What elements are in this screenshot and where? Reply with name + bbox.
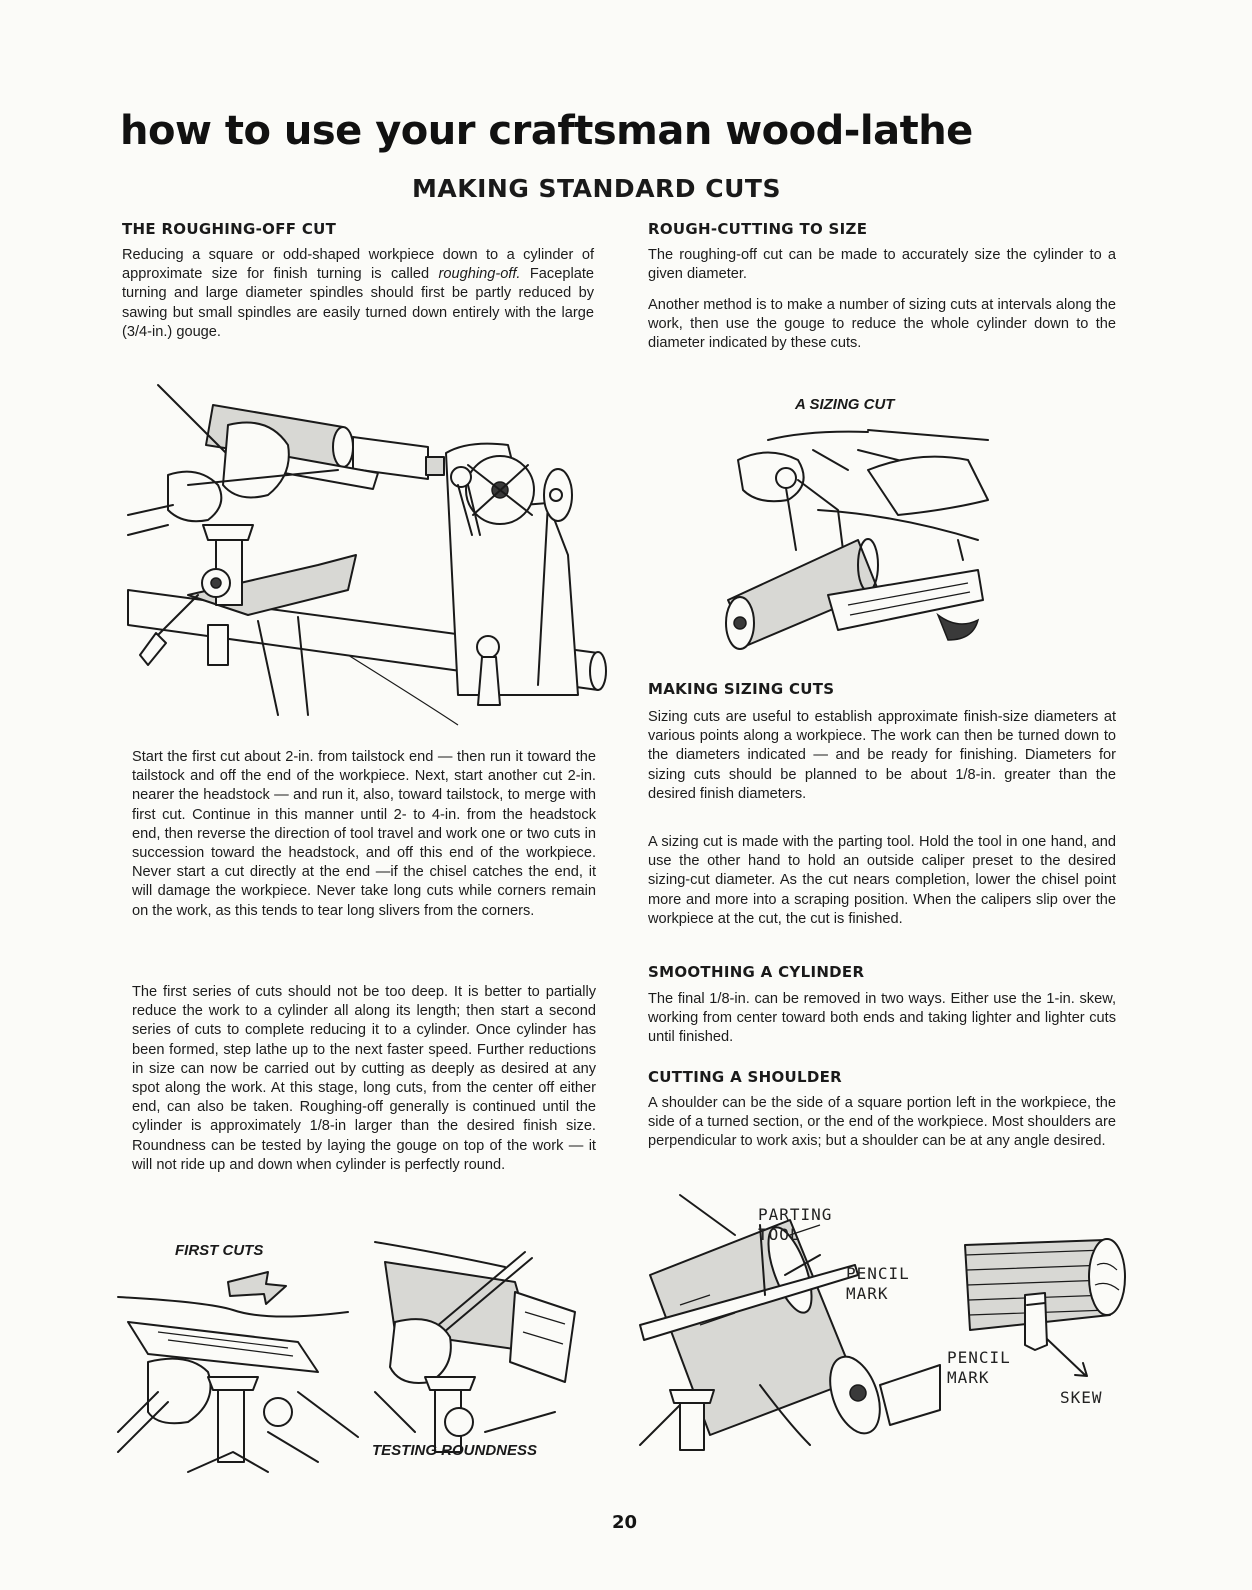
- skew-label: SKEW: [1060, 1388, 1103, 1407]
- smoothing-heading: SMOOTHING A CYLINDER: [648, 963, 865, 981]
- pencil-mark-label-1: PENCIL MARK: [846, 1264, 910, 1303]
- sizing-cut-illustration: [718, 420, 994, 660]
- roughing-off-paragraph-3: The first series of cuts should not be too deep. It is better to partially reduce the work to a cylinder all along its length; then start a second series of cuts to complete reducing it to a cylinder. Once cylinder has been formed, step lathe up to the next faster speed. Further reductions in size can now be carried out by cutting as deeply as desired at any spot along the work. At this stage, long cuts, from the center off either end, can also be taken. Roughing-off generally is continued until the cylinder is approximately 1/8-in larger than the desired finish size. Roundness can be tested by laying the gouge on top of the work — it will not ride up and down when cylinder is perfectly round.: [132, 984, 596, 1173]
- page-number: 20: [612, 1512, 638, 1533]
- first-cuts-illustration: [118, 1262, 368, 1487]
- pencil-mark-label-2: PENCIL MARK: [947, 1348, 1011, 1387]
- roughing-p1-text-a: Reducing a square or odd-shaped workpiece down to a cylinder of approximate size for finish turning is called: [122, 247, 594, 283]
- roughing-off-illustration: [128, 385, 606, 737]
- rough-cutting-paragraph-1: The roughing-off cut can be made to accurately size the cylinder to a given diameter.: [648, 247, 1116, 283]
- first-cuts-caption: FIRST CUTS: [175, 1242, 264, 1259]
- section-title: MAKING STANDARD CUTS: [412, 174, 781, 203]
- roughing-off-heading: THE ROUGHING-OFF CUT: [122, 220, 337, 238]
- smoothing-paragraph: The final 1/8-in. can be removed in two ways. Either use the 1-in. skew, working from center toward both ends and taking lighter and lighter cuts until finished.: [648, 991, 1116, 1046]
- testing-roundness-illustration: [375, 1232, 605, 1472]
- shoulder-paragraph: A shoulder can be the side of a square portion left in the workpiece, the side of a turned section, or the end of the workpiece. Most shoulders are perpendicular to work axis; but a shoulder can be at any angle desired.: [648, 1095, 1116, 1150]
- sizing-cuts-paragraph-1: Sizing cuts are useful to establish approximate finish-size diameters at various points along a workpiece. The work can then be turned down to the diameters indicated — and be ready for finishing. Diameters for sizing cuts should be planned to be about 1/8-in. greater than the desired finish diameters.: [648, 709, 1116, 802]
- shoulder-heading: CUTTING A SHOULDER: [648, 1068, 842, 1086]
- parting-tool-label: PARTING TOOL: [758, 1205, 833, 1244]
- testing-roundness-caption: TESTING ROUNDNESS: [372, 1442, 538, 1459]
- sizing-cut-caption: A SIZING CUT: [795, 396, 895, 413]
- roughing-p1-emphasis: roughing-off.: [438, 266, 521, 283]
- roughing-off-paragraph-2: Start the first cut about 2-in. from tailstock end — then run it toward the tailstock and off the end of the workpiece. Next, start another cut 2-in. nearer the headstock — and run it, also, toward tailstock, to merge with first cut. Continue in this manner until 2- to 4-in. from the headstock end, then reverse the direction of tool travel and work one or two cuts in succession toward the headstock, and off this end of the workpiece. Never start a cut directly at the end —if the chisel catches the end, it will damage the workpiece. Never take long cuts while corners remain on the work, as this tends to tear long slivers from the corners.: [132, 749, 596, 919]
- page-title: how to use your craftsman wood-lathe: [120, 108, 973, 154]
- roughing-p1-text-b: Faceplate turning and large diameter spindles should first be partly reduced by sawing but small spindles are easily turned down entirely with the large (3/4-in.) gouge.: [122, 266, 594, 340]
- rough-cutting-heading: ROUGH-CUTTING TO SIZE: [648, 220, 868, 238]
- sizing-cuts-heading: MAKING SIZING CUTS: [648, 680, 835, 698]
- roughing-off-paragraph-1: [122, 246, 594, 342]
- sizing-cuts-paragraph-2: A sizing cut is made with the parting tool. Hold the tool in one hand, and use the other hand to hold an outside caliper preset to the desired sizing-cut diameter. As the cut nears completion, lower the chisel point more and more into a scraping position. When the calipers slip over the workpiece at the cut, the cut is finished.: [648, 834, 1116, 927]
- rough-cutting-paragraph-2: Another method is to make a number of sizing cuts at intervals along the work, then use the gouge to reduce the whole cylinder down to the diameter indicated by these cuts.: [648, 297, 1116, 352]
